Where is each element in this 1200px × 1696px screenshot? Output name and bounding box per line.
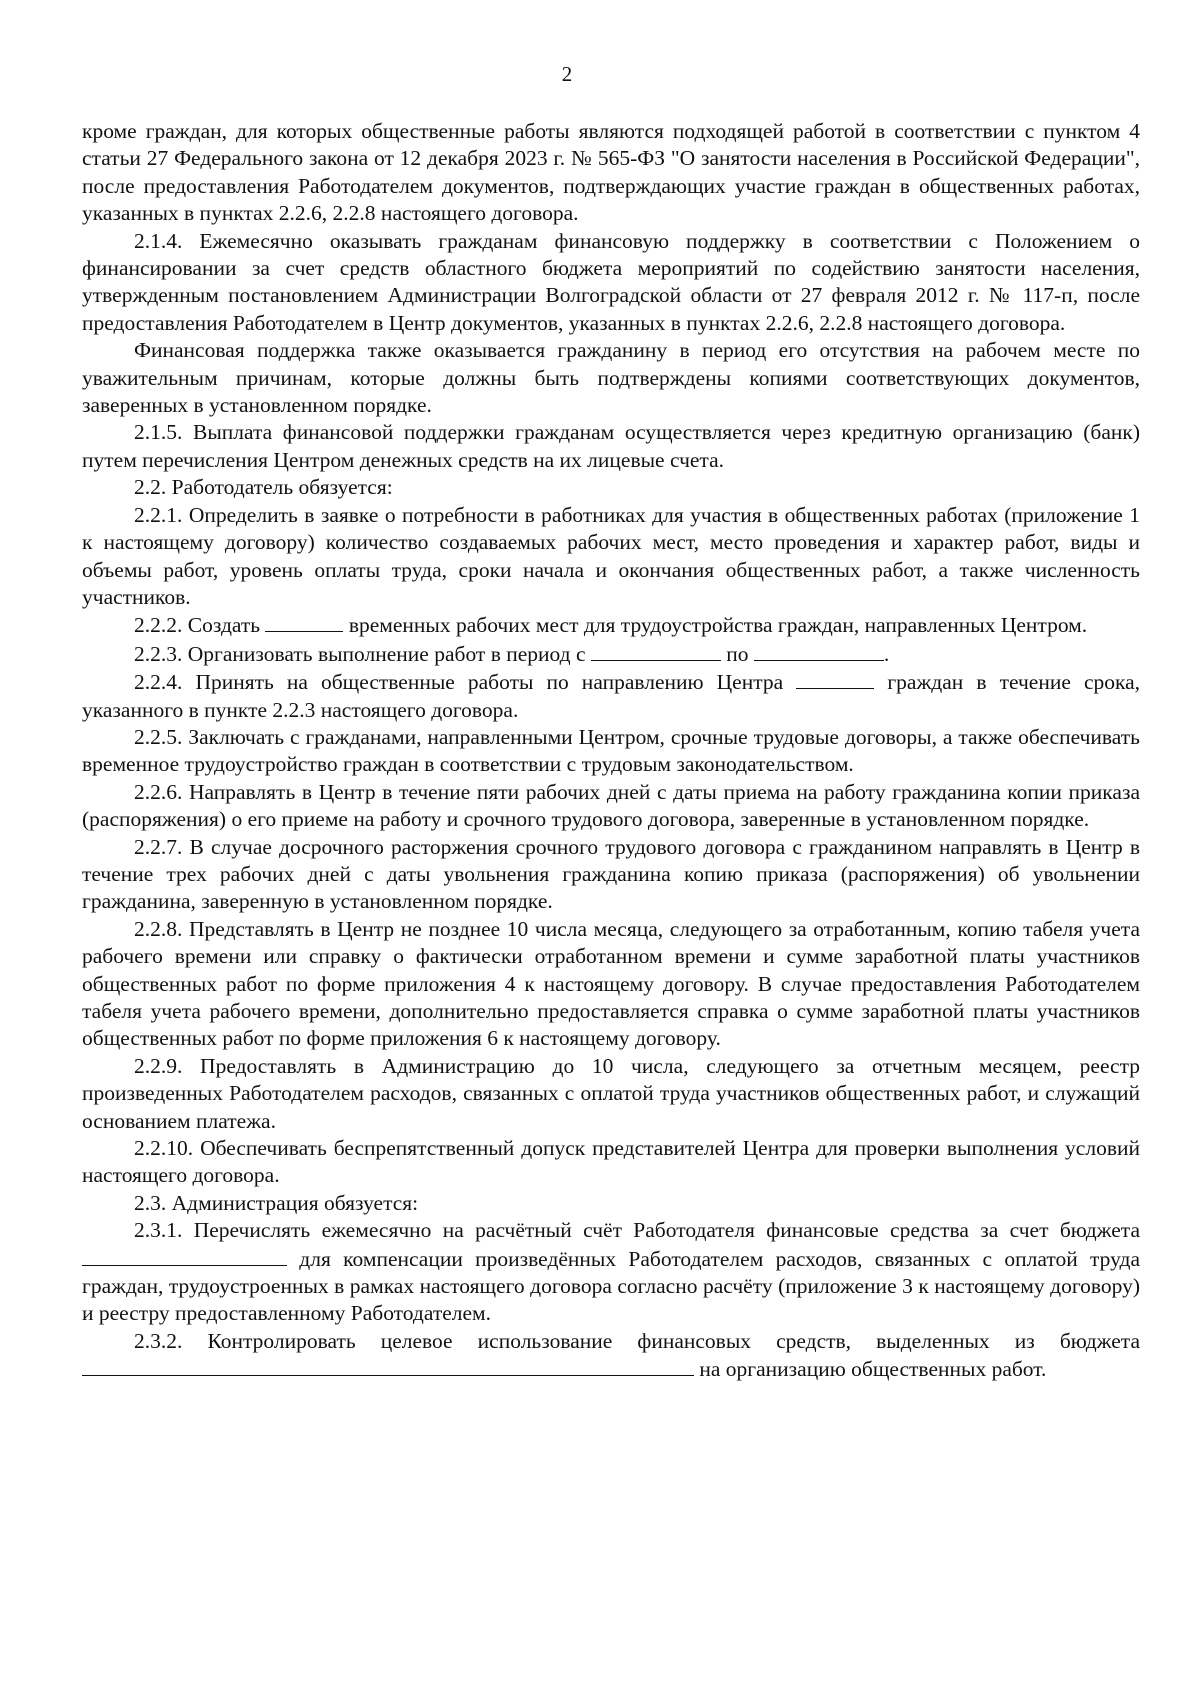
paragraph-2-2-3-end: . xyxy=(883,641,890,666)
blank-field-citizens-count xyxy=(796,668,874,689)
paragraph-2-3-heading: 2.3. Администрация обязуется: xyxy=(134,1190,419,1215)
paragraph-2-2-3-mid: по xyxy=(726,641,749,666)
paragraph-2-3-2 xyxy=(82,1328,1140,1384)
paragraph-2-1-4: 2.1.4. Ежемесячно оказывать гражданам финансовую поддержку в соответствии с Положением о финансировании за счет средств областного бюджета мероприятий по содействию занятости населения, утвержденным постановлением Администрации Волгоградской области от 27 февраля 2012 г. № 117-п, после предоставления Работодателем в Центр документов, указанных в пунктах 2.2.6, 2.2.8 настоящего договора. xyxy=(82,228,1140,335)
paragraph-2-3-1 xyxy=(82,1217,1140,1328)
paragraph-2-2-4-end: граждан в течение срока, указанного в пункте 2.2.3 настоящего договора. xyxy=(82,670,1141,722)
paragraph-2-2-heading: 2.2. Работодатель обязуется: xyxy=(134,475,393,500)
paragraph-2-2-3 xyxy=(82,640,1140,668)
paragraph-2-3-2-end: на организацию общественных работ. xyxy=(699,1357,1047,1382)
blank-field-budget-name xyxy=(82,1245,287,1266)
blank-field-period-end xyxy=(754,640,884,661)
paragraph-2-2-9: 2.2.9. Предоставлять в Администрацию до 10 числа, следующего за отчетным месяцем, реестр произведенных Работодателем расходов, связанных с оплатой труда участников общественных работ, и служащий основанием платежа. xyxy=(82,1053,1140,1133)
paragraph-financial-support: Финансовая поддержка также оказывается гражданину в период его отсутствия на рабочем месте по уважительным причинам, которые должны быть подтверждены копиями соответствующих документов, заверенных в установленном порядке. xyxy=(82,338,1140,418)
paragraph-2-2-6: 2.2.6. Направлять в Центр в течение пяти рабочих дней с даты приема на работу гражданина копии приказа (распоряжения) о его приеме на работу и срочного трудового договора, заверенные в установленном порядке. xyxy=(82,779,1140,832)
paragraph-2-2-2-start: 2.2.2. Создать xyxy=(134,613,261,638)
paragraph-2-2-10: 2.2.10. Обеспечивать беспрепятственный допуск представителей Центра для проверки выполнения условий настоящего договора. xyxy=(82,1136,1140,1188)
paragraph-2-2-3-start: 2.2.3. Организовать выполнение работ в период с xyxy=(134,641,586,666)
document-body xyxy=(82,118,1140,1384)
paragraph-2-2-2 xyxy=(82,611,1140,639)
paragraph-2-2-2-end: временных рабочих мест для трудоустройства граждан, направленных Центром. xyxy=(348,613,1088,638)
blank-field-control-budget xyxy=(82,1355,694,1376)
paragraph-2-3-2-start: 2.3.2. Контролировать целевое использование финансовых средств, выделенных из бюджета xyxy=(134,1328,1140,1353)
paragraph-continuation: кроме граждан, для которых общественные работы являются подходящей работой в соответствии с пунктом 4 статьи 27 Федерального закона от 12 декабря 2023 г. № 565-ФЗ "О занятости населения в Российской Федерации", после предоставления Работодателем документов, подтверждающих участие граждан в общественных работах, указанных в пунктах 2.2.6, 2.2.8 настоящего договора. xyxy=(82,119,1140,226)
paragraph-2-2-7: 2.2.7. В случае досрочного расторжения срочного трудового договора с гражданином направлять в Центр в течение трех рабочих дней с даты увольнения гражданина копию приказа (распоряжения) об увольнении гражданина, заверенную в установленном порядке. xyxy=(82,834,1140,914)
blank-field-period-start xyxy=(591,640,721,661)
paragraph-2-2-5: 2.2.5. Заключать с гражданами, направленными Центром, срочные трудовые договоры, а также обеспечивать временное трудоустройство граждан в соответствии с трудовым законодательством. xyxy=(82,724,1140,777)
blank-field-workplaces-count xyxy=(265,611,343,632)
paragraph-2-3-1-end: для компенсации произведённых Работодателем расходов, связанных с оплатой труда граждан, трудоустроенных в рамках настоящего договора согласно расчёту (приложение 3 к настоящему договору) и реестру предоставленному Работодателем. xyxy=(82,1246,1141,1326)
paragraph-2-2-4-start: 2.2.4. Принять на общественные работы по направлению Центра xyxy=(134,670,784,695)
paragraph-2-2-8: 2.2.8. Представлять в Центр не позднее 10 числа месяца, следующего за отработанным, копию табеля учета рабочего времени или справку о фактически отработанном времени и сумме заработной платы участников общественных работ по форме приложения 4 к настоящему договору. В случае предоставления Работодателем табеля учета рабочего времени, дополнительно предоставляется справка о сумме заработной платы участников общественных работ по форме приложения 6 к настоящему договору. xyxy=(82,916,1140,1051)
page-number: 2 xyxy=(561,62,573,86)
paragraph-2-2-4 xyxy=(82,668,1140,724)
paragraph-2-2-1: 2.2.1. Определить в заявке о потребности в работниках для участия в общественных работах (приложение 1 к настоящему договору) количество создаваемых рабочих мест, место проведения и характер работ, виды и объемы работ, уровень оплаты труда, сроки начала и окончания общественных работ, а также численность участников. xyxy=(82,502,1140,609)
paragraph-2-3-1-start: 2.3.1. Перечислять ежемесячно на расчётный счёт Работодателя финансовые средства за счет бюджета xyxy=(134,1218,1140,1243)
paragraph-2-1-5: 2.1.5. Выплата финансовой поддержки гражданам осуществляется через кредитную организацию (банк) путем перечисления Центром денежных средств на их лицевые счета. xyxy=(82,420,1140,472)
